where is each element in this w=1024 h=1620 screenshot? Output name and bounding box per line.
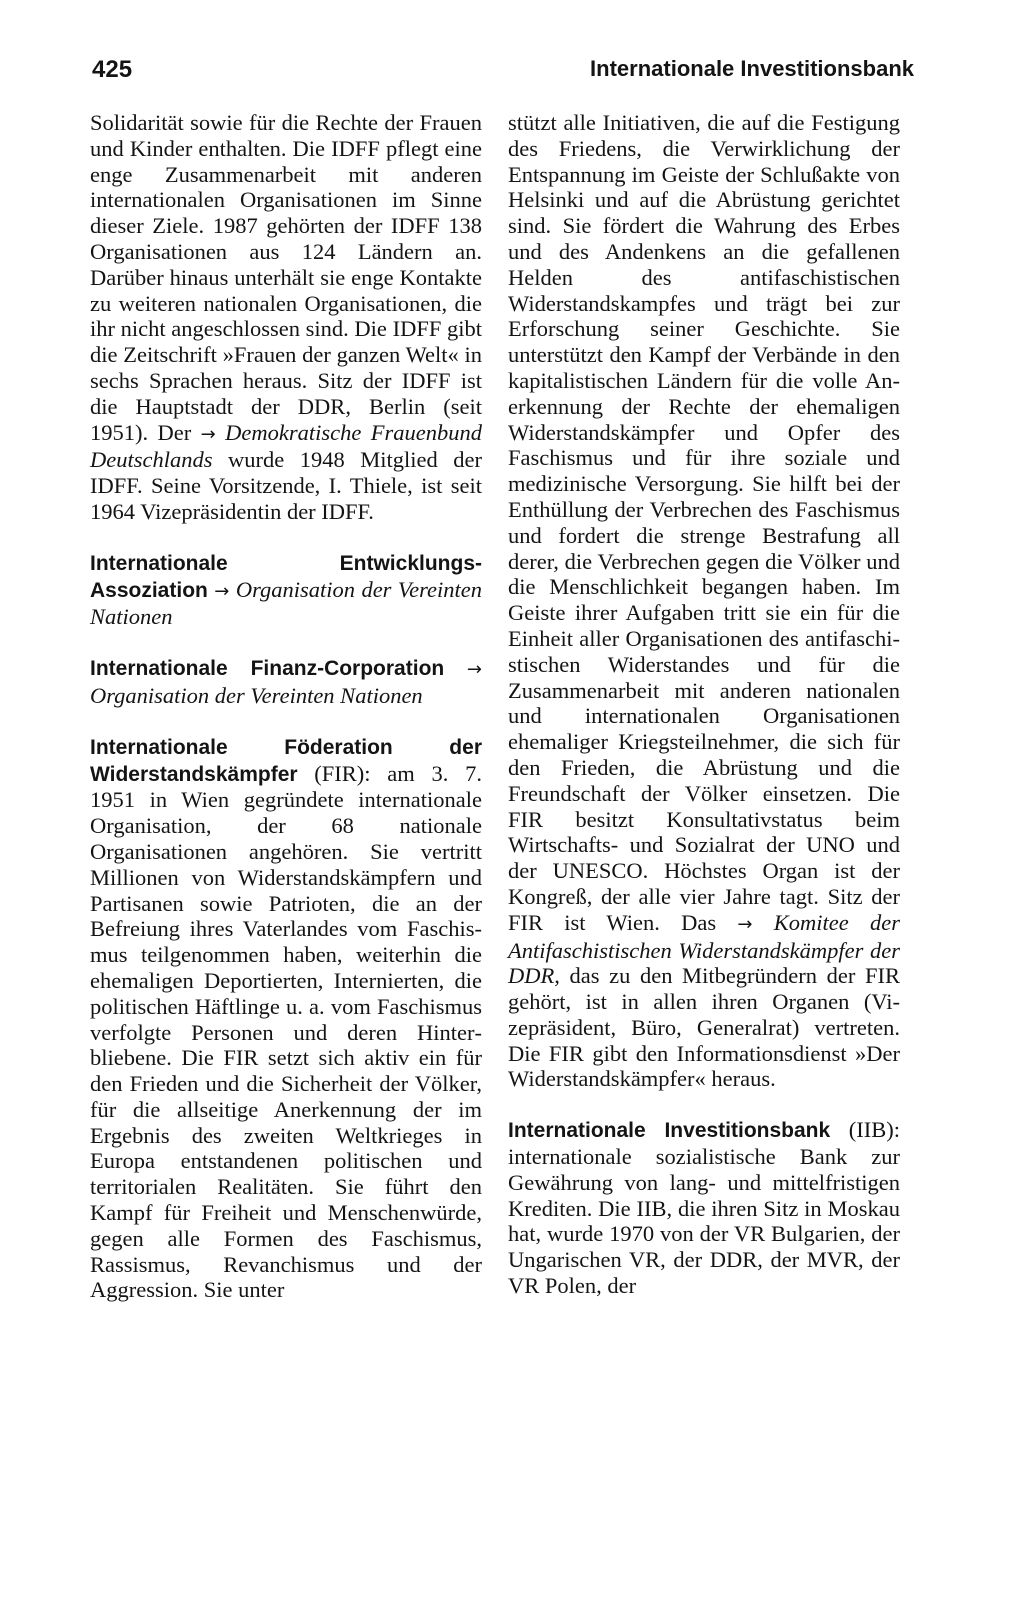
body-text: stützt alle Initiativen, die auf die Festigung des Friedens, die Verwirklichung der Entspannung im Geiste der Schlußakte von Helsinki und auf die Abrüstung gerichtet sind. Sie fördert die Wahrung des Erbes und des Andenkens an die gefallenen Helden des antifaschistischen Widerstandskampfes und trägt bei zur Erforschung seiner Geschichte. Sie unterstützt den Kampf der Verbände in den kapitalistischen Ländern für die volle Anerkennung der Rechte der ehemaligen Widerstandskämpfer und Opfer des Faschismus und für ihre soziale und medizinische Versorgung. Sie hilft bei der Enthüllung der Verbrechen des Faschismus und fordert die strenge Bestrafung all derer, die Verbrechen gegen die Völker und die Menschlichkeit begangen haben. Im Geiste ihrer Aufgaben tritt sie ein für die Einheit aller Organisationen des antifaschistischen Widerstandes und für die Zusammenarbeit mit anderen nationalen und internationalen Organisationen ehemaliger Kriegsteilnehmer, die sich für den Frieden, die Abrüstung und die Freundschaft der Völker einsetzen. Die FIR besitzt Konsultativstatus beim Wirtschafts- und Sozialrat der UNO und der UNESCO. Höchstes Organ ist der Kongreß, der alle vier Jahre tagt. Sitz der FIR ist Wien. Das	[508, 110, 900, 935]
cross-reference-arrow-icon: →	[466, 659, 483, 681]
entry-finanz-corporation	[90, 655, 482, 709]
entry-headword: Internationale Finanz-Corporation	[90, 657, 445, 681]
entry-continuation-fir	[508, 110, 900, 1092]
entry-entwicklungs-assoziation	[90, 550, 482, 630]
cross-reference: Organisation der Vereinten Nationen	[90, 682, 423, 708]
entry-headword: Internationale Investitionsbank	[508, 1119, 831, 1143]
entry-continuation-idff	[90, 110, 482, 525]
entry-investitionsbank	[508, 1117, 900, 1299]
body-text: das zu den Mitbegründern der FIR gehört, ist in allen ihren Organen (Vizepräsident, Büro, Generalrat) vertreten. Die FIR gibt den Informationsdienst »Der Widerstandskämpfer« heraus.	[508, 963, 900, 1092]
cross-reference: Demokratische Frauenbund Deutschlands	[90, 419, 482, 473]
entry-foederation-widerstandskaempfer	[90, 734, 482, 1304]
entry-abbreviation: (IIB):	[848, 1117, 900, 1143]
page-number: 425	[92, 56, 133, 83]
running-head: Internationale Investitionsbank	[590, 56, 914, 81]
entry-headword: Internationale Entwicklungs-Assoziation	[90, 551, 482, 602]
cross-reference: Organisation der Vereinten Nationen	[90, 576, 483, 630]
body-text: internationale sozialistische Bank zur Gewährung von lang- und mittelfristigen Krediten. Die IIB, die ihren Sitz in Moskau hat, wurde 1970 von der VR Bulgarien, der Ungarischen VR, der DDR, der MVR, der VR Polen, der	[508, 1144, 900, 1299]
entry-abbreviation: (FIR):	[314, 760, 371, 786]
cross-reference-arrow-icon: →	[737, 913, 753, 935]
body-text: wurde 1948 Mitglied der IDFF. Seine Vorsitzende, I. Thiele, ist seit 1964 Vizepräsidentin der IDFF.	[90, 447, 482, 524]
cross-reference-arrow-icon: →	[200, 423, 216, 445]
cross-reference: Komitee der Antifaschistischen Widerstandskämpfer der DDR,	[508, 909, 901, 989]
right-column	[508, 110, 900, 1299]
body-text: am 3. 7. 1951 in Wien gegründete internationale Organisation, der 68 nationale Organisationen angehören. Sie vertritt Millionen von Widerstandskämpfern und Partisanen sowie Patrioten, die an der Befreiung ihres Vaterlandes vom Faschismus teilgenommen haben, weiterhin die ehemaligen Deportierten, Internierten, die politischen Häftlinge u. a. vom Faschismus verfolgte Personen und deren Hinterbliebene. Die FIR setzt sich aktiv ein für den Frieden und die Sicherheit der Völker, für die allseitige Anerkennung der im Ergebnis des zweiten Weltkrieges in Europa entstandenen politischen und territorialen Realitäten. Sie führt den Kampf für Freiheit und Menschenwürde, gegen alle Formen des Faschismus, Rassismus, Revanchismus und der Aggression. Sie unter	[90, 760, 483, 1303]
cross-reference-arrow-icon: →	[214, 580, 230, 602]
left-column	[90, 110, 482, 1303]
entry-headword: Internationale Föderation der Widerstandskämpfer	[90, 735, 482, 786]
body-text: Solidarität sowie für die Rechte der Frauen und Kinder enthalten. Die IDFF pflegt eine enge Zusammenarbeit mit anderen internationalen Organisationen im Sinne dieser Ziele. 1987 gehörten der IDFF 138 Organisationen aus 124 Ländern an. Darüber hinaus unterhält sie enge Kontakte zu weiteren nationalen Organisationen, die ihr nicht angeschlossen sind. Die IDFF gibt die Zeitschrift »Frauen der ganzen Welt« in sechs Sprachen heraus. Sitz der IDFF ist die Hauptstadt der DDR, Berlin (seit 1951). Der	[90, 110, 482, 445]
